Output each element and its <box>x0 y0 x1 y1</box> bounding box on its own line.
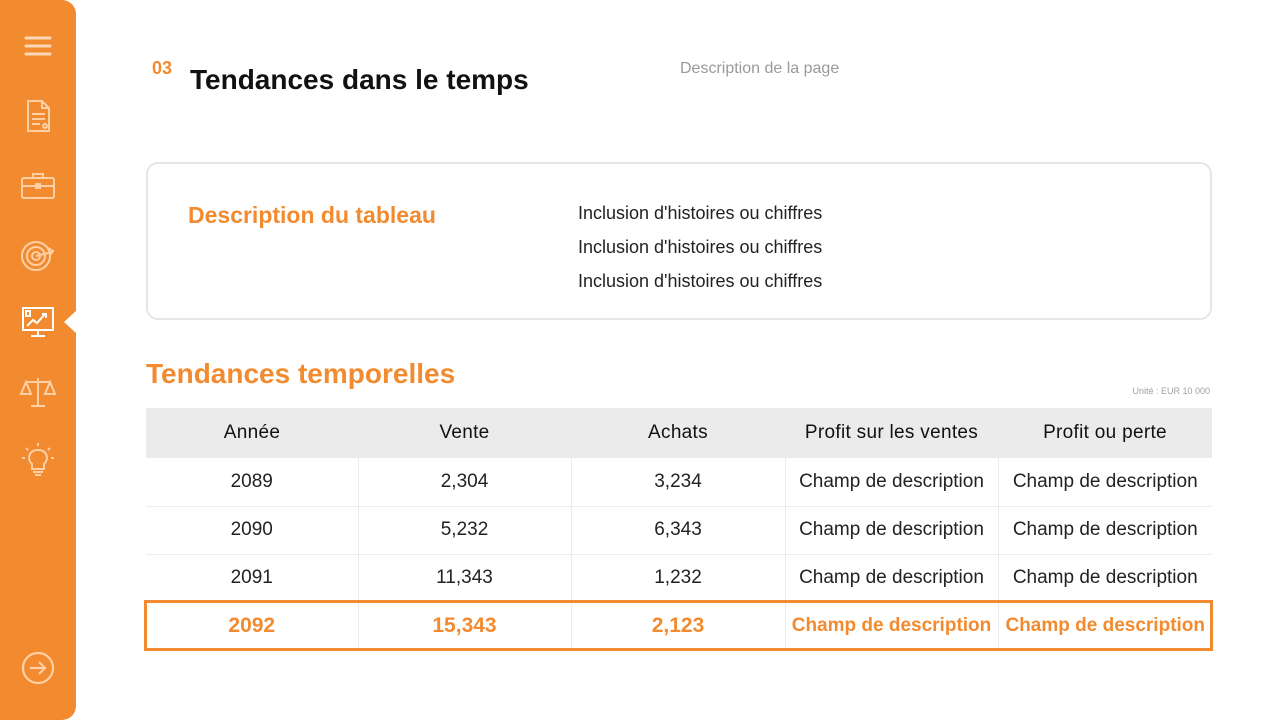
table-cell: 11,343 <box>358 554 571 602</box>
balance-scale-icon[interactable] <box>14 368 62 416</box>
page-title: Tendances dans le temps <box>190 64 529 95</box>
table-row <box>146 458 1212 506</box>
active-indicator <box>64 310 77 334</box>
column-header: Vente <box>358 408 571 458</box>
table-cell: Champ de description <box>998 554 1212 602</box>
table-cell: 3,234 <box>571 458 785 506</box>
description-card <box>146 162 1212 320</box>
table-cell: Champ de description <box>785 458 998 506</box>
description-line: Inclusion d'histoires ou chiffres <box>578 237 823 257</box>
table-cell: Champ de description <box>785 506 998 554</box>
highlighted-table-row <box>146 602 1212 650</box>
table-cell: Champ de description <box>1005 615 1206 637</box>
table-cell: 2089 <box>146 458 358 506</box>
table-cell: Champ de description <box>785 554 998 602</box>
table-cell: 6,343 <box>571 506 785 554</box>
table-header-row <box>146 408 1212 458</box>
arrow-right-circle-icon[interactable] <box>14 644 62 692</box>
document-icon[interactable] <box>14 92 62 140</box>
column-header: Année <box>146 408 358 458</box>
table-cell: Champ de description <box>998 458 1212 506</box>
table-cell: 2,123 <box>571 602 785 650</box>
description-card-title: Description du tableau <box>188 202 436 228</box>
table-cell: Champ de description <box>785 602 998 650</box>
table-cell: 2090 <box>146 506 358 554</box>
chart-presentation-icon[interactable] <box>14 298 62 346</box>
description-line: Inclusion d'histoires ou chiffres <box>578 271 823 291</box>
table-row <box>146 506 1212 554</box>
column-header: Profit sur les ventes <box>785 408 998 458</box>
table-cell: 1,232 <box>571 554 785 602</box>
table-cell: 2091 <box>146 554 358 602</box>
section-number: 03 <box>152 58 173 78</box>
table-cell: 5,232 <box>358 506 571 554</box>
unit-label: Unité : EUR 10 000 <box>1132 386 1210 396</box>
table-row <box>146 554 1212 602</box>
menu-icon[interactable] <box>14 22 62 70</box>
briefcase-icon[interactable] <box>14 162 62 210</box>
lightbulb-icon[interactable] <box>14 436 62 484</box>
description-list <box>578 196 822 298</box>
table-cell: 2,304 <box>358 458 571 506</box>
target-icon[interactable] <box>14 230 62 278</box>
section-title: Tendances temporelles <box>146 358 456 389</box>
sidebar <box>0 0 76 720</box>
trends-table <box>146 408 1212 650</box>
table-cell: 2092 <box>146 602 358 650</box>
table-cell: Champ de description <box>998 506 1212 554</box>
description-line: Inclusion d'histoires ou chiffres <box>578 203 823 223</box>
table-cell: 15,343 <box>358 602 571 650</box>
column-header: Achats <box>571 408 785 458</box>
page-description: Description de la page <box>680 60 840 77</box>
column-header: Profit ou perte <box>998 408 1212 458</box>
